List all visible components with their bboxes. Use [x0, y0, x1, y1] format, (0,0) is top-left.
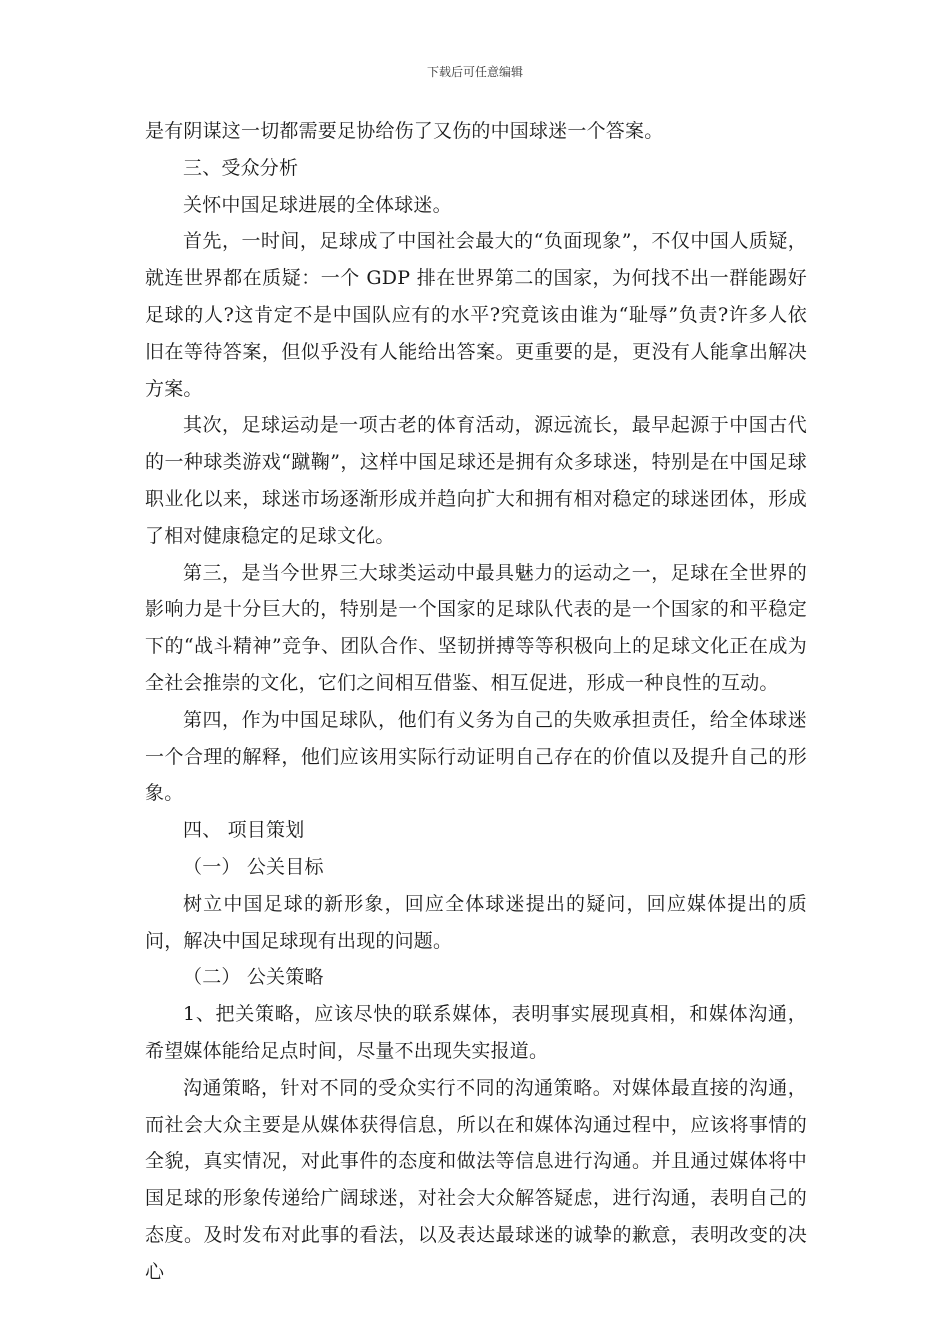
paragraph-gatekeeping-strategy: 1、把关策略，应该尽快的联系媒体，表明事实展现真相，和媒体沟通， 希望媒体能给足点时间，尽量不出现失实报道。: [145, 1003, 807, 1062]
section-heading-audience-analysis: 三、受众分析: [183, 156, 299, 179]
paragraph-communication-strategy: 沟通策略，针对不同的受众实行不同的沟通策略。对媒体最直接的沟通，而社会大众主要是从媒体获得信息，所以在和媒体沟通过程中，应该将事情的全貌，真实情况，对此事件的态度和做法等信息进行沟通。并且通过媒体将中国足球的形象传递给广阔球迷，对社会大众解答疑虑，进行沟通，表明自己的态度。及时发布对此事的看法，以及表达最球迷的诚挚的歉意，表明改变的决心: [145, 1076, 807, 1283]
paragraph-continuation: 是有阴谋这一切都需要足协给伤了又伤的中国球迷一个答案。: [145, 120, 664, 142]
paragraph-audience: 关怀中国足球进展的全体球迷。: [183, 193, 452, 216]
page-header: 下载后可任意编辑: [426, 65, 523, 79]
paragraph-pr-goal: 树立中国足球的新形象，回应全体球迷提出的疑问，回应媒体提出的质问，解决中国足球现有出现的问题。: [145, 892, 807, 952]
paragraph-third-point: 第三，是当今世界三大球类运动中最具魅力的运动之一，足球在全世界的影响力是十分巨大的，特别是一个国家的足球队代表的是一个国家的和平稳定下的“战斗精神”竞争、团队合作、坚韧拼搏等等积极向上的足球文化正在成为全社会推崇的文化，它们之间相互借鉴、相互促进，形成一种良性的互动。: [145, 561, 807, 694]
paragraph-first-point: 首先，一时间，足球成了中国社会最大的“负面现象”，不仅中国人质疑，就连世界都在质疑：一个 GDP 排在世界第二的国家，为何找不出一群能踢好足球的人?这肯定不是中国队应有的水平?究竟该由谁为“耻辱”负责?许多人依旧在等待答案，但似乎没有人能给出答案。更重要的是，更没有人能拿出解决方案。: [145, 230, 807, 400]
subheading-pr-goal: （一） 公关目标: [183, 855, 324, 878]
paragraph-second-point: 其次，足球运动是一项古老的体育活动，源远流长，最早起源于中国古代的一种球类游戏“蹴鞠”，这样中国足球还是拥有众多球迷，特别是在中国足球职业化以来，球迷市场逐渐形成并趋向扩大和拥有相对稳定的球迷团体，形成了相对健康稳定的足球文化。: [145, 414, 807, 547]
section-heading-project-planning: 四、 项目策划: [183, 819, 305, 842]
paragraph-fourth-point: 第四，作为中国足球队，他们有义务为自己的失败承担责任，给全体球迷一个合理的解释，他们应该用实际行动证明自己存在的价值以及提升自己的形象。: [145, 708, 807, 805]
subheading-pr-strategy: （二） 公关策略: [183, 966, 324, 989]
document-body: [145, 113, 807, 1291]
